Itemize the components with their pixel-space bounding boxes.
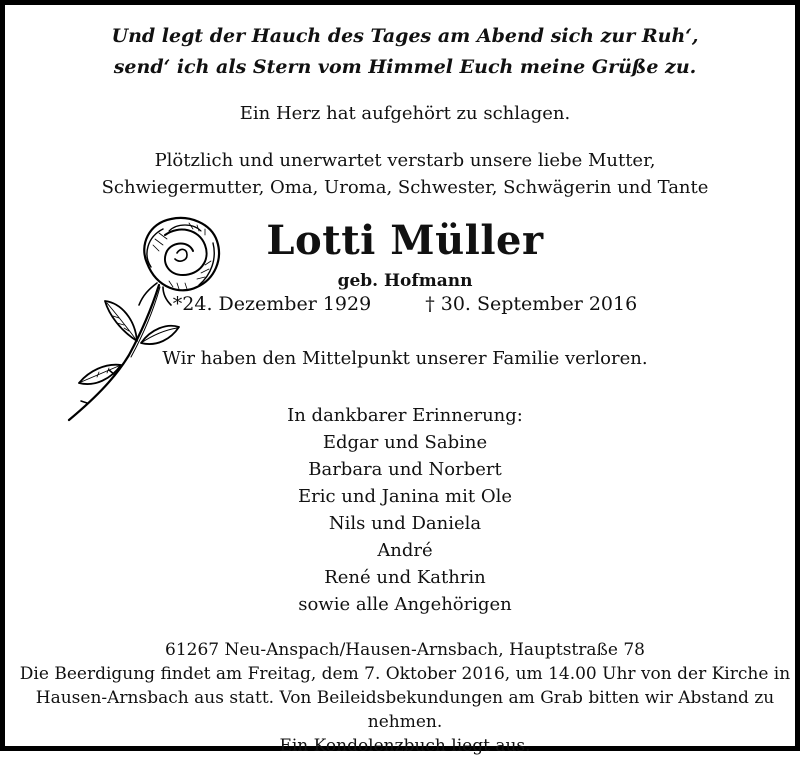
funeral-details: [5, 638, 800, 758]
funeral-info-line: Die Beerdigung findet am Freitag, dem 7. Oktober 2016, um 14.00 Uhr von der Kirche in: [19, 664, 791, 684]
mourner-name: sowie alle Angehörigen: [298, 594, 512, 615]
announcement-line-2: Schwiegermutter, Oma, Uroma, Schwester, Schwägerin und Tante: [101, 177, 709, 198]
mourner-name: André: [377, 540, 433, 561]
mourner-name: Eric und Janina mit Ole: [297, 486, 513, 507]
address-line: 61267 Neu-Anspach/Hausen-Arnsbach, Hauptstraße 78: [165, 640, 645, 660]
funeral-info-line: Hausen-Arnsbach aus statt. Von Beileidsbekundungen am Grab bitten wir Abstand zu nehmen.: [35, 688, 775, 732]
life-dates: [5, 293, 800, 315]
mourner-name: René und Kathrin: [324, 567, 486, 588]
death-date: † 30. September 2016: [425, 293, 638, 315]
deceased-name: Lotti Müller: [266, 217, 544, 264]
motto-line-2: send‘ ich als Stern vom Himmel Euch meine Grüße zu.: [113, 56, 697, 78]
announcement-line-1: Plötzlich und unerwartet verstarb unsere liebe Mutter,: [154, 150, 656, 171]
maiden-name: geb. Hofmann: [337, 271, 473, 291]
mourner-name: Nils und Daniela: [328, 513, 482, 534]
family-statement: Wir haben den Mittelpunkt unserer Familie verloren.: [162, 348, 648, 369]
mourner-name: Edgar und Sabine: [322, 432, 488, 453]
mourners-list: [5, 402, 800, 618]
birth-date: *24. Dezember 1929: [172, 293, 372, 315]
motto-line-1: Und legt der Hauch des Tages am Abend sich zur Ruh‘,: [111, 25, 699, 47]
intro-text: Ein Herz hat aufgehört zu schlagen.: [239, 103, 571, 124]
mourner-name: Barbara und Norbert: [308, 459, 502, 480]
mourners-heading: In dankbarer Erinnerung:: [287, 405, 523, 426]
condolence-book-line: Ein Kondolenzbuch liegt aus.: [279, 736, 531, 756]
